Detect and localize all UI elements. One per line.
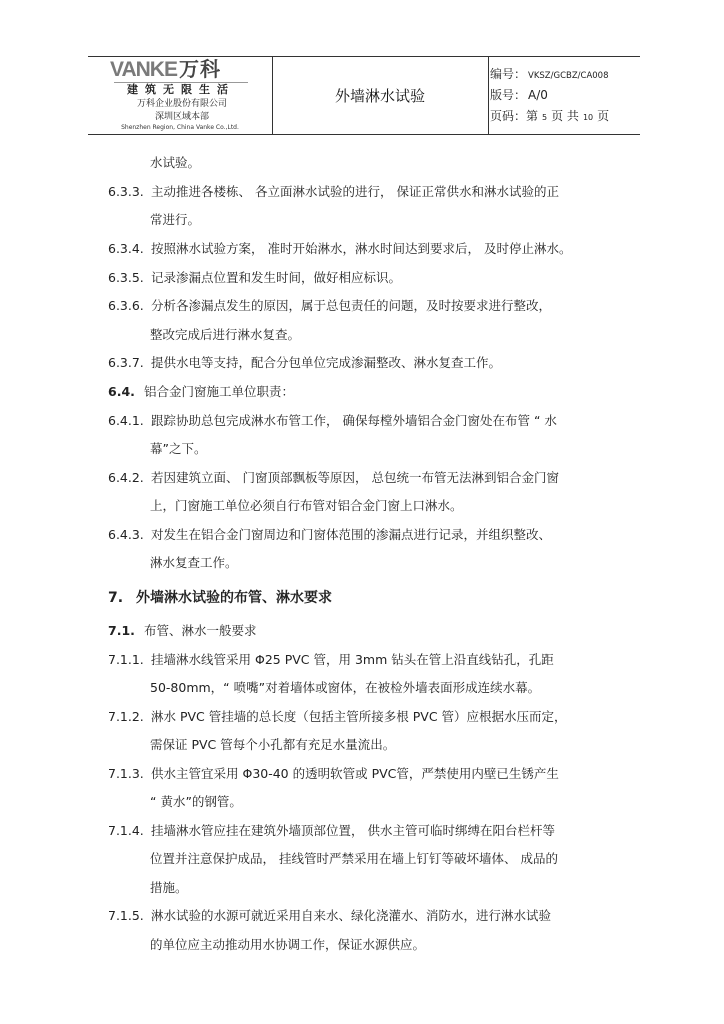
code-value: VKSZ/GCBZ/CA008: [528, 71, 609, 81]
clause-7-1-1: 7.1.1. 挂墙淋水线管采用 Φ25 PVC 管，用 3mm 钻头在管上沿直线钻孔，孔距: [108, 652, 554, 667]
body-line: 淋水复查工作。: [150, 555, 238, 570]
body-line: 位置并注意保护成品， 挂线管时严禁采用在墙上钉钉等破坏墙体、 成品的: [150, 851, 558, 866]
clause-6-4-3: 6.4.3. 对发生在铝合金门窗周边和门窗体范围的渗漏点进行记录，并组织整改、: [108, 527, 552, 542]
document-title: 外墙淋水试验: [334, 86, 425, 105]
logo-word-en: VANKE: [110, 58, 177, 81]
clause-7-1-3: 7.1.3. 供水主管宜采用 Φ30-40 的透明软管或 PVC管，严禁使用内壁已生锈产生: [108, 766, 559, 781]
body-line: 常进行。: [150, 212, 201, 227]
clause-6-4-2: 6.4.2. 若因建筑立面、 门窗顶部飘板等原因， 总包统一布管无法淋到铝合金门窗: [108, 470, 559, 485]
logo-tagline: 建筑无限生活: [127, 83, 235, 96]
version-value: A/0: [528, 88, 548, 102]
clause-7-1-2: 7.1.2. 淋水 PVC 管挂墙的总长度（包括主管所接多根 PVC 管）应根据水压而定，: [108, 709, 567, 724]
body-line: 50-80mm，“ 喷嘴”对着墙体或窗体，在被检外墙表面形成连续水幕。: [150, 680, 541, 695]
body-line: 需保证 PVC 管每个小孔都有充足水量流出。: [150, 737, 396, 752]
body-line: 上，门窗施工单位必须自行布管对铝合金门窗上口淋水。: [150, 498, 463, 513]
clause-6-3-6: 6.3.6. 分析各渗漏点发生的原因，属于总包责任的问题，及时按要求进行整改，: [108, 298, 552, 313]
body-line: 幕”之下。: [150, 441, 207, 456]
clause-6-3-7: 6.3.7. 提供水电等支持，配合分包单位完成渗漏整改、淋水复查工作。: [108, 355, 502, 370]
clause-6-3-4: 6.3.4. 按照淋水试验方案， 准时开始淋水，淋水时间达到要求后， 及时停止淋水。: [108, 241, 572, 256]
clause-6-3-5: 6.3.5. 记录渗漏点位置和发生时间，做好相应标识。: [108, 270, 402, 285]
clause-6-4-1: 6.4.1. 跟踪协助总包完成淋水布管工作， 确保每樘外墙铝合金门窗处在布管 “ 水: [108, 413, 557, 428]
version-label: 版号：: [490, 88, 527, 102]
clause-7-1-5: 7.1.5. 淋水试验的水源可就近采用自来水、绿化浇灌水、消防水，进行淋水试验: [108, 908, 552, 923]
body-line: 措施。: [150, 880, 188, 895]
region-name: 深圳区域本部: [154, 112, 209, 122]
page-mid: 页 共: [551, 109, 579, 123]
section-7-heading: 7. 外墙淋水试验的布管、淋水要求: [108, 590, 332, 606]
code-label: 编号：: [490, 67, 527, 81]
clause-6-3-3: 6.3.3. 主动推进各楼栋、 各立面淋水试验的进行， 保证正常供水和淋水试验的正: [108, 184, 559, 199]
page-total: 10: [582, 113, 594, 122]
page-end: 页: [597, 109, 610, 123]
section-6-4-heading: 6.4. 铝合金门窗施工单位职责：: [108, 384, 295, 399]
body-line: 水试验。: [150, 155, 201, 170]
body-line: 整改完成后进行淋水复查。: [150, 327, 301, 342]
body-line: “ 黄水”的钢管。: [150, 794, 242, 809]
page-current: 5: [542, 113, 548, 122]
page-label: 页码：第: [490, 109, 539, 123]
logo-word-cn: 万科: [178, 59, 221, 81]
region-name-en: Shenzhen Region, China Vanke Co.,Ltd.: [121, 124, 239, 131]
body-line: 的单位应主动推动用水协调工作，保证水源供应。: [150, 937, 426, 952]
company-name: 万科企业股份有限公司: [136, 99, 227, 109]
section-7-1-heading: 7.1. 布管、淋水一般要求: [108, 623, 257, 638]
clause-7-1-4: 7.1.4. 挂墙淋水管应挂在建筑外墙顶部位置， 供水主管可临时绑缚在阳台栏杆等: [108, 823, 555, 838]
